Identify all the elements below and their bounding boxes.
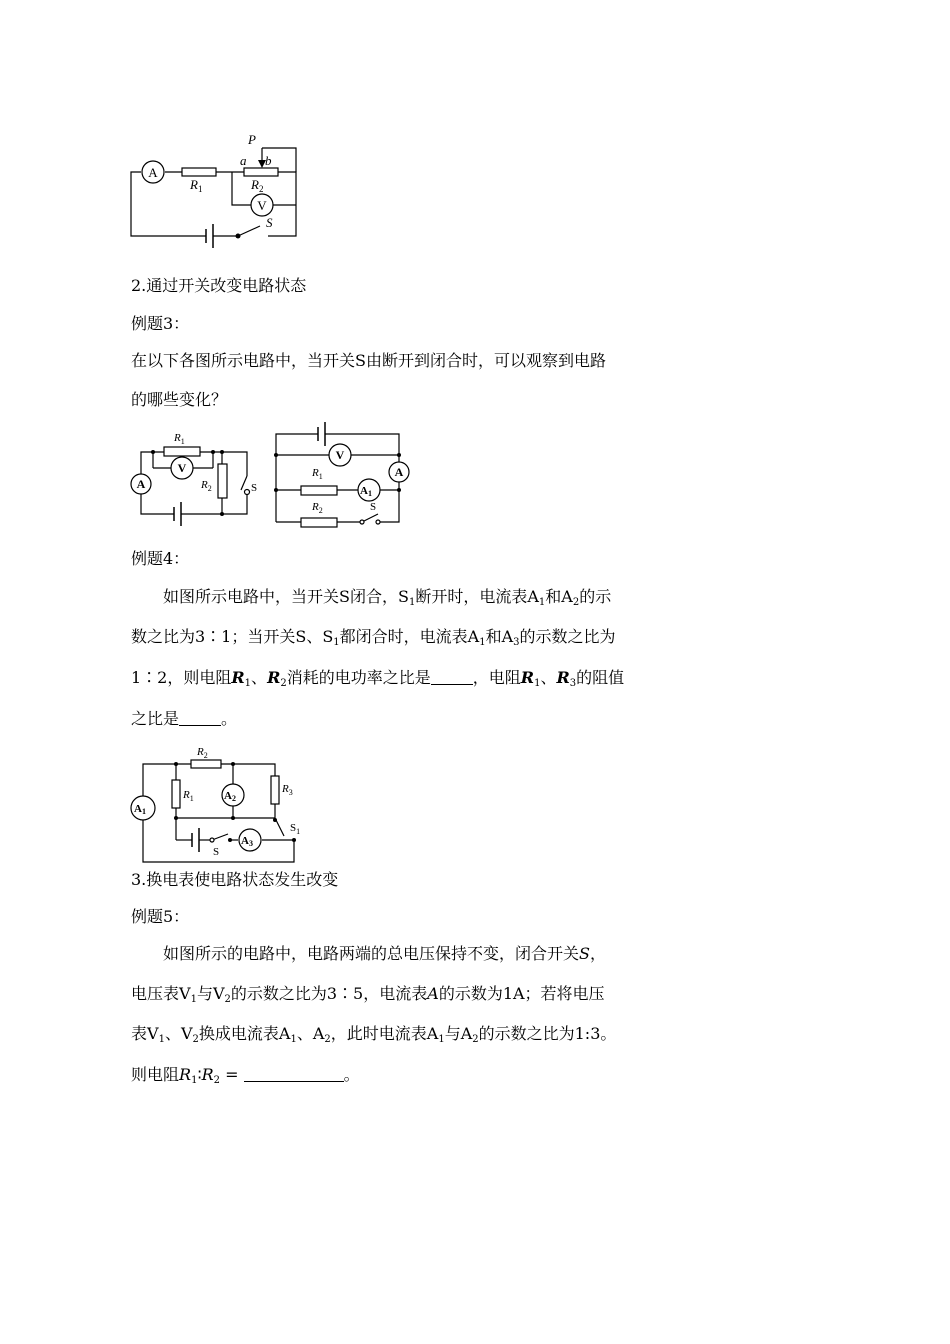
example-5-line-3: 表$V_1$、$V_2$换成电流表$A_1$、$A_2$，此时电流表$A_1$与$A_2$的示数之比为1:3。: [131, 1024, 617, 1045]
svg-text:A: A: [394, 465, 404, 479]
example-4-line-4: 之比是 。: [131, 709, 238, 728]
svg-text:A3: A3: [241, 835, 253, 848]
example-4-line-1: 如图所示电路中，当开关S闭合，$S_1$断开时，电流表$A_1$和$A_2$的示: [163, 587, 612, 608]
svg-text:A: A: [136, 477, 146, 491]
example-5-line-4: 则电阻$R_1∶R_2$ = 。: [131, 1065, 360, 1086]
label-a: a: [240, 153, 247, 168]
label-r3: $R_3$: [282, 783, 293, 797]
label-b: b: [265, 153, 272, 168]
example-4-label: 例题4：: [131, 549, 190, 568]
ammeter-a3: [239, 829, 261, 851]
svg-text:V: V: [177, 461, 187, 475]
ammeter-a2: [222, 784, 244, 806]
example-4-line-2: 数之比为3∶1；当开关S、$S_1$都闭合时，电流表$A_1$和$A_3$的示数之比为: [131, 627, 616, 648]
example-5-line-2: 电压表$V_1$与$V_2$的示数之比为3∶5，电流表A的示数为1A；若将电压: [131, 984, 605, 1005]
section-3-title: 3.换电表使电路状态发生改变: [131, 870, 339, 889]
svg-text:A2: A2: [224, 790, 236, 803]
svg-text:V: V: [335, 448, 345, 462]
example-5-label: 例题5：: [131, 907, 190, 926]
example-3-line-2: 的哪些变化？: [131, 390, 228, 409]
example-5-line-1: 如图所示的电路中，电路两端的总电压保持不变，闭合开关S，: [163, 944, 606, 963]
svg-text:V: V: [257, 198, 267, 213]
section-2-title: 2.通过开关改变电路状态: [131, 276, 307, 295]
example-4-line-3: 1∶2，则电阻$R_1$、$R_2$消耗的电功率之比是 ，电阻$R_1$、$R_3$的阻值: [131, 668, 625, 689]
label-r1: $R_1$: [174, 432, 185, 446]
label-p: P: [248, 132, 256, 147]
example-3-label: 例题3：: [131, 314, 190, 333]
svg-text:A1: A1: [360, 485, 372, 498]
label-s1: $S_1$: [290, 822, 301, 836]
label-r1: $R_1$: [190, 177, 203, 194]
svg-text:A: A: [148, 165, 158, 180]
svg-text:A1: A1: [134, 803, 146, 816]
label-r2: $R_2$: [251, 177, 264, 194]
label-s: S: [266, 215, 273, 230]
label-r2: $R_2$: [312, 501, 323, 515]
label-r1: $R_1$: [312, 467, 323, 481]
label-r2: $R_2$: [197, 746, 208, 760]
label-s: S: [213, 846, 220, 858]
example-3-line-1: 在以下各图所示电路中，当开关S由断开到闭合时，可以观察到电路: [131, 351, 606, 370]
label-s: S: [251, 482, 258, 494]
ammeter-a1: [131, 796, 155, 820]
label-r1: $R_1$: [183, 789, 194, 803]
answer-blank-3[interactable]: [244, 1067, 344, 1082]
label-s: S: [370, 501, 377, 513]
label-r2: $R_2$: [201, 479, 212, 493]
